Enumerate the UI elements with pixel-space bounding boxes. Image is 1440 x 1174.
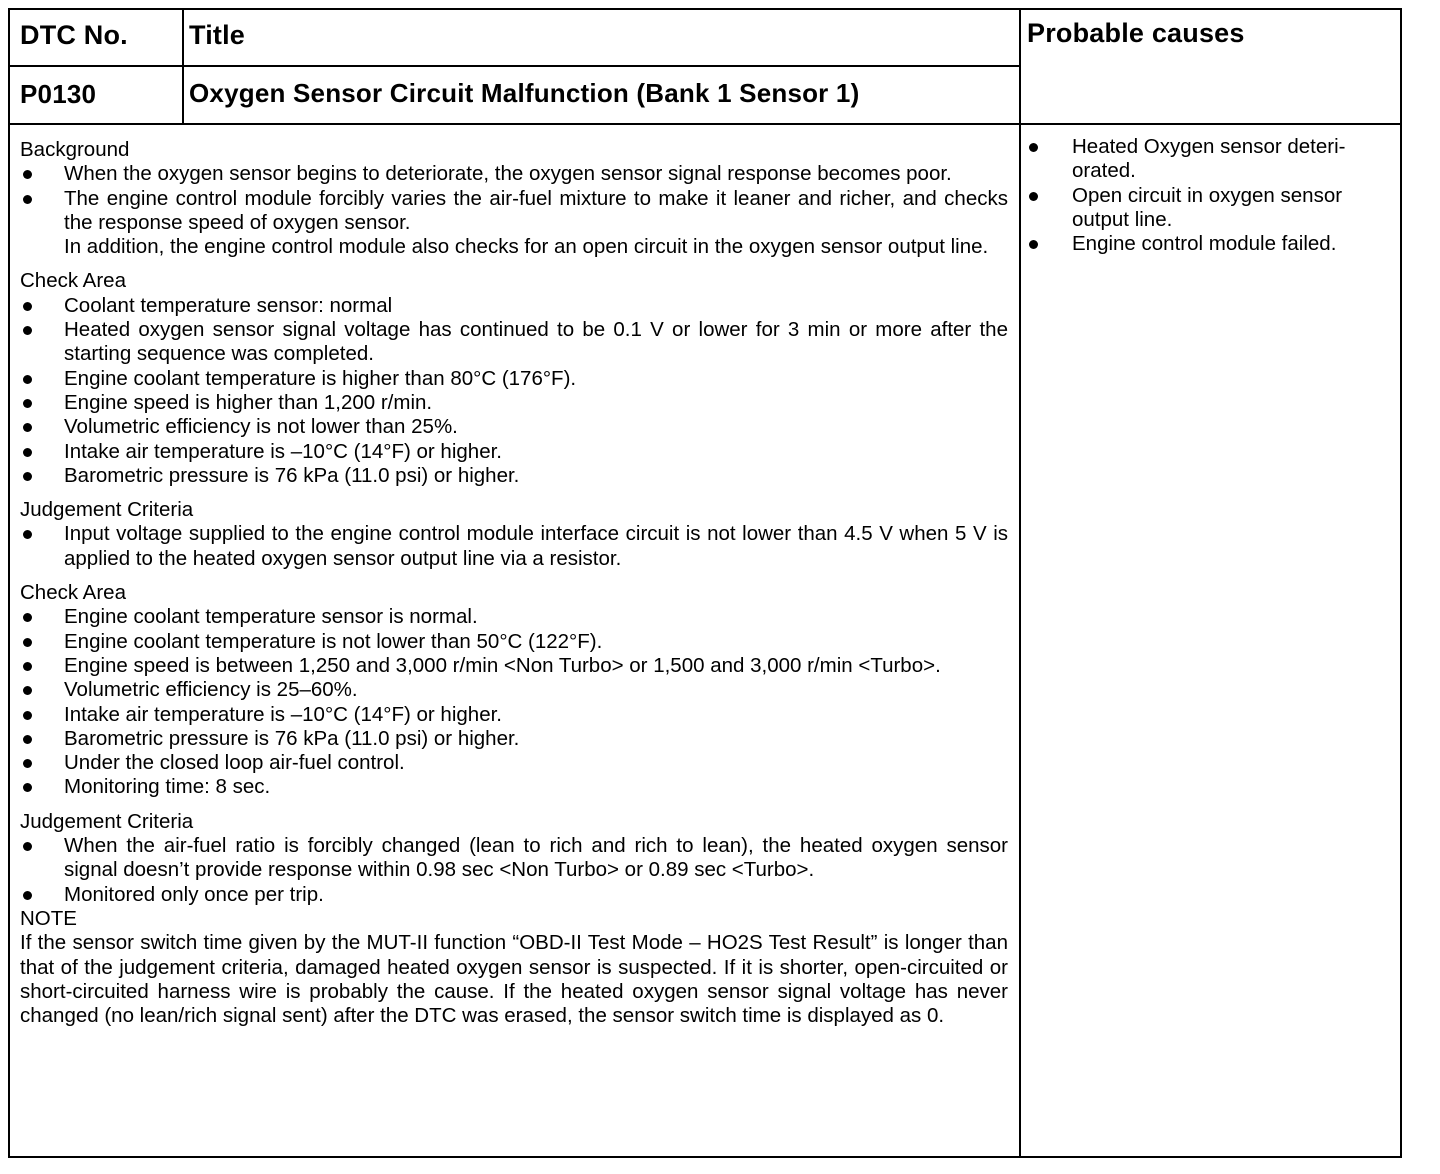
list-item bbox=[20, 187, 1008, 260]
note-heading: NOTE bbox=[20, 906, 77, 930]
background-section bbox=[20, 138, 1008, 259]
list-item bbox=[1026, 135, 1390, 184]
list-item bbox=[20, 464, 1008, 488]
bullet-icon bbox=[23, 662, 32, 671]
list-item-text: Volumetric efficiency is not lower than 25%. bbox=[64, 415, 458, 439]
bullet-icon bbox=[23, 638, 32, 647]
background-extra-text: In addition, the engine control module also checks for an open circuit in the oxygen sensor output line. bbox=[64, 235, 989, 259]
header-divider bbox=[10, 65, 1020, 67]
list-item bbox=[20, 522, 1008, 571]
list-item-text: Volumetric efficiency is 25–60%. bbox=[64, 678, 358, 702]
bullet-icon bbox=[1029, 143, 1038, 152]
list-item bbox=[20, 630, 1008, 654]
list-item bbox=[20, 415, 1008, 439]
list-item bbox=[20, 162, 1008, 186]
bullet-icon bbox=[23, 195, 32, 204]
check-area-list-2 bbox=[20, 605, 1008, 799]
list-item-text: Engine coolant temperature sensor is normal. bbox=[64, 605, 478, 629]
list-item-text: Monitoring time: 8 sec. bbox=[64, 775, 271, 799]
bullet-icon bbox=[23, 326, 32, 335]
list-item bbox=[20, 834, 1008, 883]
bullet-icon bbox=[23, 448, 32, 457]
bullet-icon bbox=[23, 302, 32, 311]
bullet-icon bbox=[23, 711, 32, 720]
check-area-section-2 bbox=[20, 581, 1008, 800]
check-area-heading: Check Area bbox=[20, 581, 126, 605]
list-item bbox=[20, 654, 1008, 678]
check-area-heading: Check Area bbox=[20, 269, 126, 293]
list-item bbox=[1026, 184, 1390, 233]
list-item-text: Barometric pressure is 76 kPa (11.0 psi) or higher. bbox=[64, 463, 520, 487]
bullet-icon bbox=[1029, 192, 1038, 201]
probable-causes-header: Probable causes bbox=[1027, 18, 1245, 48]
list-item bbox=[20, 367, 1008, 391]
title-header: Title bbox=[189, 20, 246, 50]
list-item-text: Input voltage supplied to the engine control module interface circuit is not lower than 4.5 V when 5 V is applied to the heated oxygen sensor output line via a resistor. bbox=[64, 522, 1008, 570]
bullet-icon bbox=[23, 399, 32, 408]
list-item bbox=[20, 605, 1008, 629]
dtc-column-divider bbox=[182, 10, 184, 123]
list-item-text: Coolant temperature sensor: normal bbox=[64, 293, 393, 317]
bullet-icon bbox=[1029, 240, 1038, 249]
bullet-icon bbox=[23, 530, 32, 539]
bullet-icon bbox=[23, 686, 32, 695]
list-item-text: Barometric pressure is 76 kPa (11.0 psi) or higher. bbox=[64, 726, 520, 750]
dtc-no-header: DTC No. bbox=[20, 20, 128, 50]
note-text: If the sensor switch time given by the MUT-II function “OBD-II Test Mode – HO2S Test Result” is longer than that of the judgement criteria, damaged heated oxygen sensor is suspected. If it is shorter, open-circuited or short-circuited harness wire is probably the cause. If the heated oxygen sensor signal voltage has never changed (no lean/rich signal sent) after the DTC was erased, the sensor switch time is displayed as 0. bbox=[20, 931, 1008, 1028]
judgement-criteria-heading: Judgement Criteria bbox=[20, 809, 194, 833]
list-item-text: Open circuit in oxygen sensor output line. bbox=[1072, 183, 1343, 231]
judgement-list-2 bbox=[20, 834, 1008, 907]
list-item-text: Engine speed is higher than 1,200 r/min. bbox=[64, 390, 433, 414]
judgement-criteria-section-2 bbox=[20, 810, 1008, 1029]
list-item-text: Monitored only once per trip. bbox=[64, 882, 324, 906]
list-item-text: When the air-fuel ratio is forcibly changed (lean to rich and rich to lean), the heated oxygen sensor signal doesn’t provide response within 0.98 sec <Non Turbo> or 0.89 sec <Turbo>. bbox=[64, 834, 1008, 882]
list-item bbox=[20, 440, 1008, 464]
list-item-text: Heated Oxygen sensor deteriorated. bbox=[1072, 135, 1346, 183]
bullet-icon bbox=[23, 891, 32, 900]
list-item-text: Engine control module failed. bbox=[1072, 232, 1337, 256]
list-item bbox=[20, 751, 1008, 775]
dtc-title: Oxygen Sensor Circuit Malfunction (Bank 1 Sensor 1) bbox=[189, 78, 860, 108]
list-item-text: Under the closed loop air-fuel control. bbox=[64, 751, 405, 775]
list-item bbox=[20, 678, 1008, 702]
bullet-icon bbox=[23, 759, 32, 768]
bullet-icon bbox=[23, 842, 32, 851]
list-item-text: Engine coolant temperature is not lower than 50°C (122°F). bbox=[64, 629, 603, 653]
judgement-criteria-heading: Judgement Criteria bbox=[20, 498, 194, 522]
list-item-text: Engine speed is between 1,250 and 3,000 r/min <Non Turbo> or 1,500 and 3,000 r/min <Turbo>. bbox=[64, 653, 941, 677]
list-item bbox=[20, 727, 1008, 751]
list-item-text: When the oxygen sensor begins to deteriorate, the oxygen sensor signal response becomes poor. bbox=[64, 162, 952, 186]
bullet-icon bbox=[23, 472, 32, 481]
list-item-text: Intake air temperature is –10°C (14°F) or higher. bbox=[64, 702, 502, 726]
check-area-list-1 bbox=[20, 294, 1008, 488]
bullet-icon bbox=[23, 783, 32, 792]
body-divider bbox=[10, 123, 1400, 125]
background-list bbox=[20, 162, 1008, 259]
dtc-code: P0130 bbox=[20, 79, 97, 109]
list-item bbox=[20, 775, 1008, 799]
list-item bbox=[20, 294, 1008, 318]
list-item bbox=[20, 703, 1008, 727]
probable-causes-list bbox=[1026, 135, 1390, 256]
list-item bbox=[20, 318, 1008, 367]
check-area-section-1 bbox=[20, 269, 1008, 488]
list-item-text: The engine control module forcibly varies the air-fuel mixture to make it leaner and richer, and checks the response speed of oxygen sensor. bbox=[64, 186, 1008, 234]
bullet-icon bbox=[23, 170, 32, 179]
bullet-icon bbox=[23, 375, 32, 384]
list-item bbox=[1026, 232, 1390, 256]
list-item-text: Engine coolant temperature is higher than 80°C (176°F). bbox=[64, 366, 577, 390]
bullet-icon bbox=[23, 735, 32, 744]
description-cell bbox=[20, 138, 1008, 1028]
background-heading: Background bbox=[20, 138, 130, 161]
bullet-icon bbox=[23, 423, 32, 432]
list-item-text: Intake air temperature is –10°C (14°F) or higher. bbox=[64, 439, 502, 463]
bullet-icon bbox=[23, 613, 32, 622]
list-item bbox=[20, 391, 1008, 415]
list-item-text: Heated oxygen sensor signal voltage has continued to be 0.1 V or lower for 3 min or more after the starting sequence was completed. bbox=[64, 318, 1008, 366]
judgement-list-1 bbox=[20, 522, 1008, 571]
list-item bbox=[20, 883, 1008, 907]
causes-column-divider bbox=[1019, 10, 1021, 1156]
judgement-criteria-section-1 bbox=[20, 498, 1008, 571]
probable-causes-cell bbox=[1026, 135, 1390, 256]
